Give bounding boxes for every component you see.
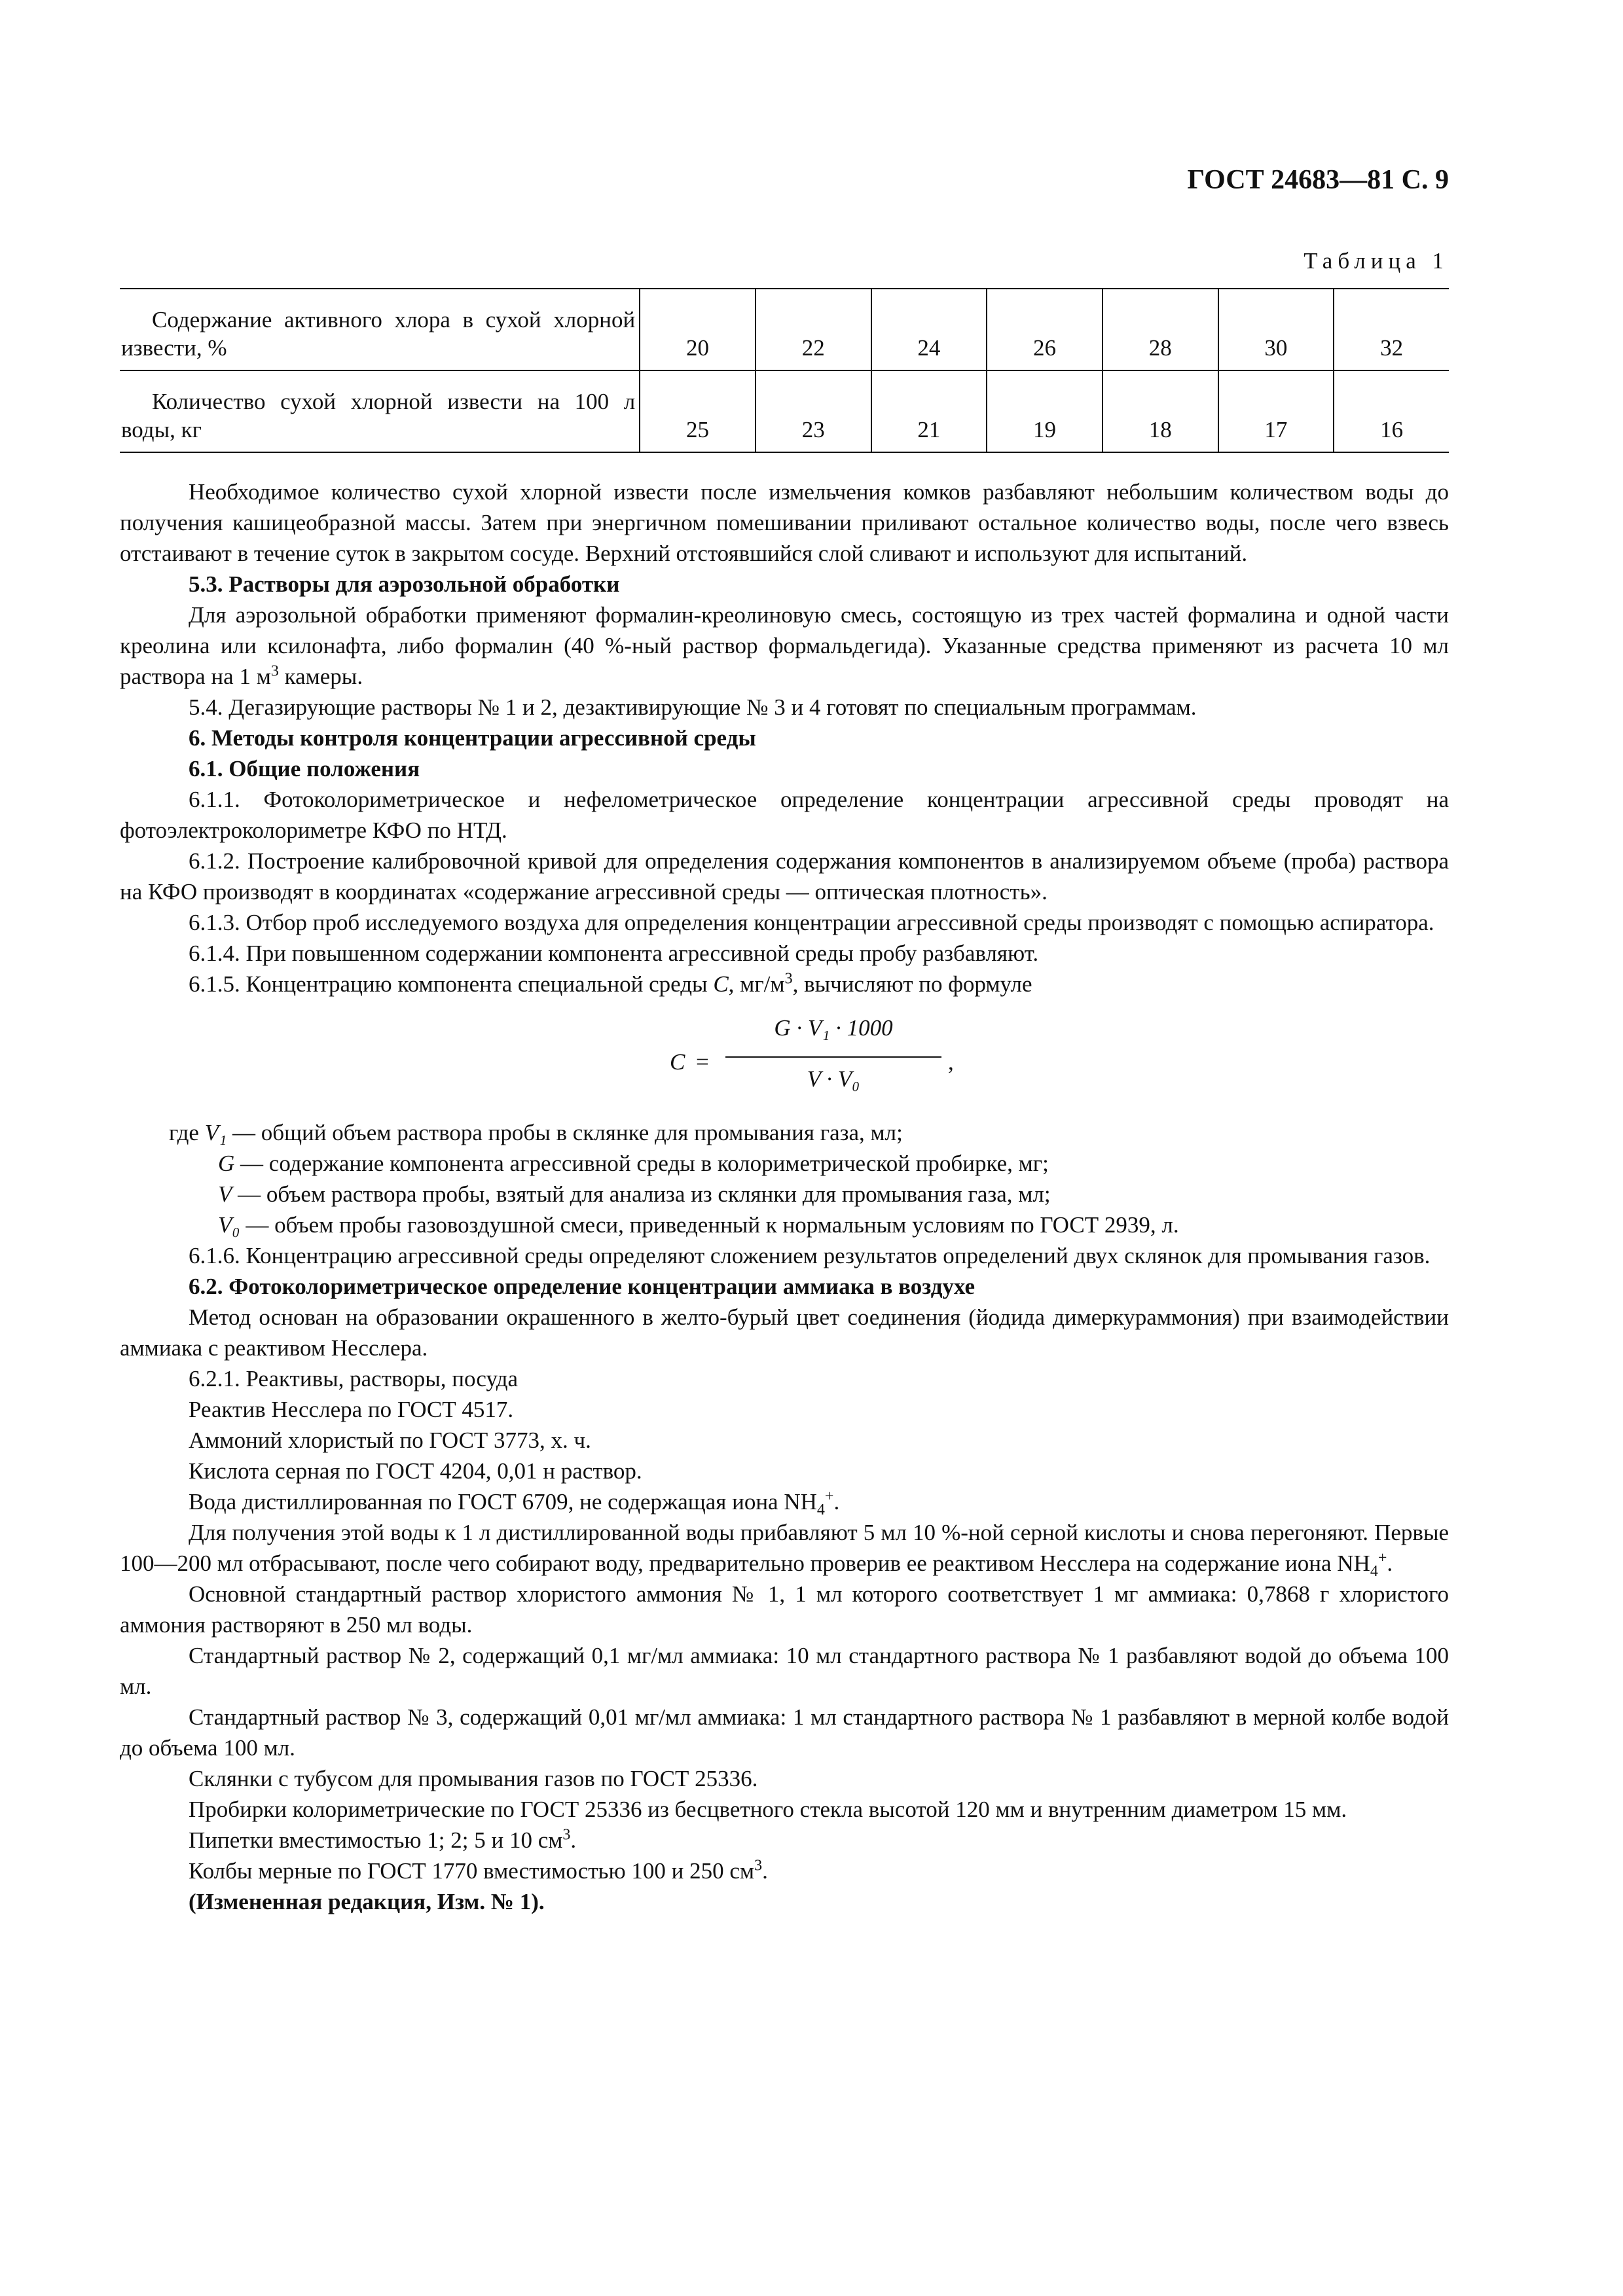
paragraph: Необходимое количество сухой хлорной извести после измельчения комков разбавляют небольшим количеством воды до получения кашицеобразной массы. Затем при энергичном помешивании приливают остальное количество воды, после чего взвесь отстаивают в течение суток в закрытом сосуде. Верхний отстоявшийся слой сливают и используют для испытаний. — [120, 479, 1449, 566]
table-cell: 19 — [987, 370, 1103, 452]
formula-lhs: С — [670, 1049, 685, 1075]
paragraph: Стандартный раствор № 2, содержащий 0,1 мг/мл аммиака: 10 мл стандартного раствора № 1 разбавляют водой до объема 100 мл. — [120, 1643, 1449, 1699]
legend-item: G — содержание компонента агрессивной среды в колориметрической пробирке, мг; — [218, 1151, 1049, 1176]
table-cell: 24 — [871, 289, 987, 370]
paragraph: 6.1.2. Построение калибровочной кривой для определения содержания компонентов в анализируемом объеме (проба) раствора на КФО производят в координатах «содержание агрессивной среды — оптическая плотность». — [120, 848, 1449, 905]
table-cell: 18 — [1103, 370, 1218, 452]
fraction-bar — [725, 1056, 941, 1058]
body-text — [120, 476, 1449, 1917]
formula-numerator: G · V₁ · 1000 — [774, 1015, 893, 1041]
paragraph: 6.1.1. Фотоколориметрическое и нефелометрическое определение концентрации агрессивной среды проводят на фотоэлектроколориметре КФО по НТД. — [120, 787, 1449, 843]
section-heading: 6.1. Общие положения — [189, 756, 420, 781]
list-item: Аммоний хлористый по ГОСТ 3773, х. ч. — [189, 1427, 591, 1453]
formula-legend — [120, 1117, 1449, 1240]
paragraph: Пробирки колориметрические по ГОСТ 25336 из бесцветного стекла высотой 120 мм и внутренним диаметром 15 мм. — [189, 1797, 1347, 1822]
legend-item: V₀ — объем пробы газовоздушной смеси, приведенный к нормальным условиям по ГОСТ 2939, л. — [218, 1212, 1179, 1238]
section-heading: 6.2. Фотоколориметрическое определение концентрации аммиака в воздухе — [189, 1274, 976, 1299]
table-row — [120, 370, 1449, 452]
data-table — [120, 288, 1449, 453]
table-cell: 17 — [1218, 370, 1334, 452]
paragraph: Для аэрозольной обработки применяют формалин-креолиновую смесь, состоящую из трех частей формалина и одной части креолина или ксилонафта, либо формалин (40 %-ный раствор формальдегида). Указанные средства применяют из расчета 10 мл раствора на 1 $м^3$ камеры. — [120, 602, 1449, 689]
legend-item: V — объем раствора пробы, взятый для анализа из склянки для промывания газа, мл; — [218, 1181, 1051, 1207]
table-cell: 28 — [1103, 289, 1218, 370]
table-cell: 26 — [987, 289, 1103, 370]
list-item: Реактив Несслера по ГОСТ 4517. — [189, 1397, 514, 1422]
formula-comma: , — [948, 1049, 954, 1075]
list-item: Склянки с тубусом для промывания газов по ГОСТ 25336. — [189, 1766, 758, 1791]
section-heading: 6. Методы контроля концентрации агрессивной среды — [189, 725, 756, 751]
table-cell: 23 — [756, 370, 871, 452]
list-item: Кислота серная по ГОСТ 4204, 0,01 н раствор. — [189, 1458, 642, 1484]
section-heading: 5.3. Растворы для аэрозольной обработки — [189, 571, 620, 597]
list-item: Колбы мерные по ГОСТ 1770 вместимостью 100 и 250 $см^3$. — [189, 1857, 768, 1884]
page-header: ГОСТ 24683—81 С. 9 — [1187, 165, 1449, 195]
list-item: Вода дистиллированная по ГОСТ 6709, не содержащая иона $NH_4^+$. — [189, 1488, 840, 1518]
formula-equals: = — [696, 1049, 709, 1075]
table-title: Таблица 1 — [1304, 248, 1449, 274]
paragraph: Для получения этой воды к 1 л дистиллированной воды прибавляют 5 мл 10 %-ной серной кислоты и снова перегоняют. Первые 100—200 мл отбрасывают, после чего собирают воду, предварительно проверив ее реактивом Несслера на содержание иона $NH_4^+$. — [120, 1520, 1449, 1580]
paragraph: 6.1.5. Концентрацию компонента специальной среды С, $мг/м^3$, вычисляют по формуле — [189, 970, 1032, 997]
paragraph: 6.1.3. Отбор проб исследуемого воздуха для определения концентрации агрессивной среды производят с помощью аспиратора. — [189, 910, 1434, 935]
legend-item: где V₁ — общий объем раствора пробы в склянке для промывания газа, мл; — [169, 1120, 903, 1145]
table-cell: 21 — [871, 370, 987, 452]
table-cell: 22 — [756, 289, 871, 370]
subsection-title: 6.2.1. Реактивы, растворы, посуда — [189, 1366, 519, 1391]
table-cell: 20 — [640, 289, 756, 370]
paragraph: Стандартный раствор № 3, содержащий 0,01 мг/мл аммиака: 1 мл стандартного раствора № 1 разбавляют в мерной колбе водой до объема 100 мл. — [120, 1704, 1449, 1761]
formula-denominator: V · V₀ — [807, 1066, 860, 1092]
paragraph: 6.1.4. При повышенном содержании компонента агрессивной среды пробу разбавляют. — [189, 941, 1039, 966]
row-label: Содержание активного хлора в сухой хлорной извести, % — [120, 289, 640, 370]
formula — [120, 1013, 1449, 1111]
paragraph: 5.4. Дегазирующие растворы № 1 и 2, дезактивирующие № 3 и 4 готовят по специальным программам. — [189, 694, 1197, 720]
paragraph: Основной стандартный раствор хлористого аммония № 1, 1 мл которого соответствует 1 мг аммиака: 0,7868 г хлористого аммония растворяют в 250 мл воды. — [120, 1581, 1449, 1638]
table-cell: 25 — [640, 370, 756, 452]
amendment-note: (Измененная редакция, Изм. № 1). — [189, 1889, 545, 1914]
row-label: Количество сухой хлорной извести на 100 л воды, кг — [120, 370, 640, 452]
paragraph: Метод основан на образовании окрашенного в желто-бурый цвет соединения (йодида димеркураммония) при взаимодействии аммиака с реактивом Несслера. — [120, 1304, 1449, 1361]
table-cell: 30 — [1218, 289, 1334, 370]
table-cell: 16 — [1334, 370, 1449, 452]
table-row — [120, 289, 1449, 370]
list-item: Пипетки вместимостью 1; 2; 5 и 10 $см^3$. — [189, 1826, 577, 1853]
table-cell: 32 — [1334, 289, 1449, 370]
paragraph: 6.1.6. Концентрацию агрессивной среды определяют сложением результатов определений двух склянок для промывания газов. — [189, 1243, 1431, 1268]
document-page — [120, 151, 1449, 1917]
